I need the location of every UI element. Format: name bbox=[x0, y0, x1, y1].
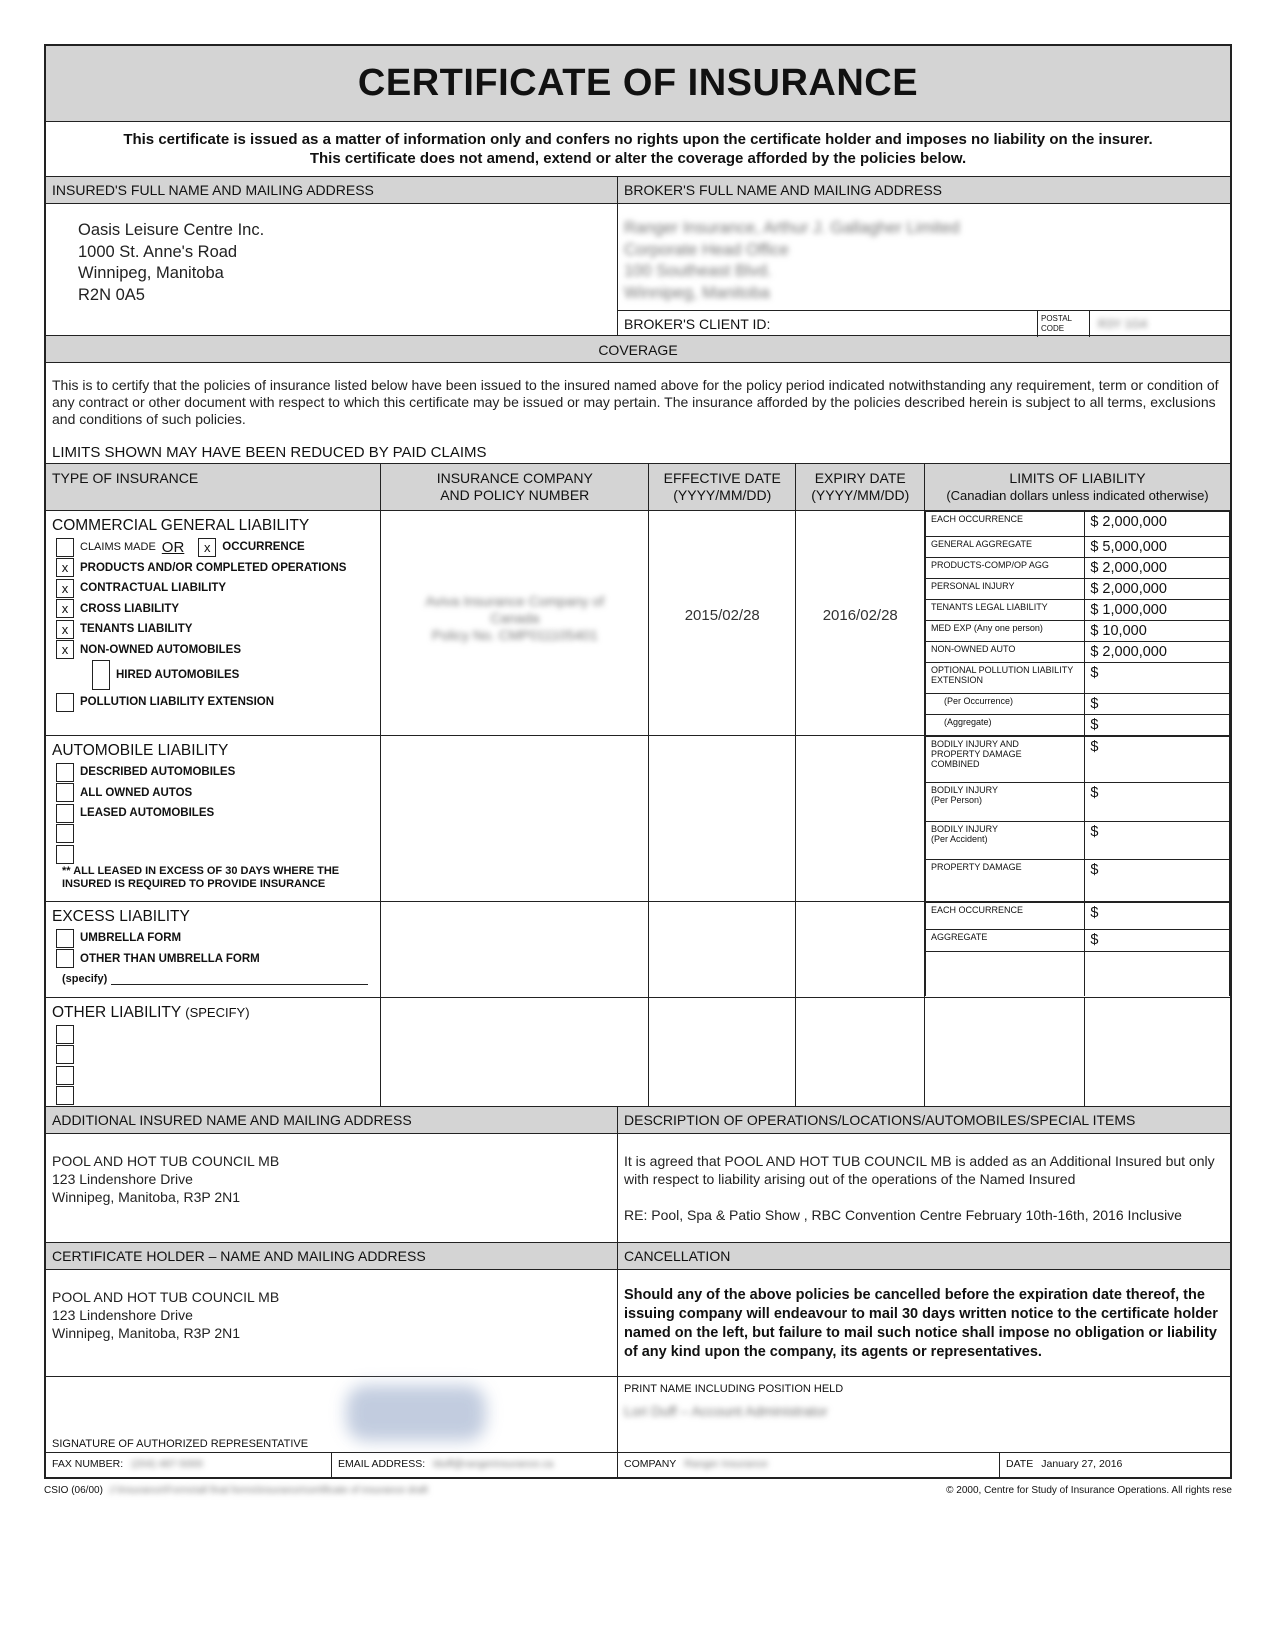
print-name-value: Lori Duff – Account Administrator bbox=[624, 1403, 828, 1419]
limit-row bbox=[925, 822, 1229, 860]
footer-form-code: CSIO (06/00) bbox=[44, 1485, 103, 1496]
holder-header: CERTIFICATE HOLDER – NAME AND MAILING ADDRESS bbox=[46, 1243, 617, 1270]
other-item-checkbox[interactable] bbox=[56, 1066, 74, 1085]
cgl-company-cell bbox=[381, 511, 649, 736]
disclaimer bbox=[46, 122, 1230, 177]
limit-value: $ bbox=[1085, 715, 1230, 736]
limit-label: PRODUCTS-COMP/OP AGG bbox=[925, 558, 1084, 579]
col-company-line-1: INSURANCE COMPANY bbox=[436, 470, 593, 486]
limit-row bbox=[925, 642, 1229, 663]
cgl-item bbox=[46, 640, 380, 661]
col-effective-header bbox=[649, 464, 796, 511]
broker-client-row bbox=[618, 310, 1230, 337]
col-limits-header bbox=[924, 464, 1230, 511]
hired-autos-label: HIRED AUTOMOBILES bbox=[116, 669, 240, 681]
other-effective-cell bbox=[649, 998, 796, 1107]
cgl-item-label: CONTRACTUAL LIABILITY bbox=[80, 582, 227, 595]
holder-address bbox=[46, 1270, 617, 1342]
limit-row bbox=[925, 903, 1229, 930]
col-limits-line-1: LIMITS OF LIABILITY bbox=[1009, 470, 1146, 486]
insured-address bbox=[46, 204, 617, 306]
broker-section bbox=[618, 177, 1230, 335]
excess-item-checkbox[interactable] bbox=[56, 949, 74, 968]
claims-made-checkbox[interactable] bbox=[56, 538, 74, 557]
hired-autos-line bbox=[46, 660, 380, 690]
limit-value: $ bbox=[1085, 663, 1230, 694]
cgl-company-line: Aviva Insurance Company of bbox=[425, 593, 605, 609]
cgl-item-label: PRODUCTS AND/OR COMPLETED OPERATIONS bbox=[80, 561, 347, 574]
col-expiry-line-1: EXPIRY DATE bbox=[814, 470, 906, 486]
limit-value: $ 1,000,000 bbox=[1085, 600, 1230, 621]
cancellation-section bbox=[618, 1243, 1230, 1376]
limit-label-line: (Per Person) bbox=[930, 795, 983, 805]
limit-value: $ 2,000,000 bbox=[1085, 642, 1230, 663]
cgl-company-line: Policy No. CMP011105401 bbox=[431, 627, 598, 643]
signature-row bbox=[46, 1376, 1230, 1452]
limit-label: EACH OCCURRENCE bbox=[925, 512, 1084, 537]
auto-item-label: ALL OWNED AUTOS bbox=[80, 786, 193, 799]
limit-value: $ bbox=[1085, 737, 1230, 783]
auto-title: AUTOMOBILE LIABILITY bbox=[52, 742, 229, 759]
broker-header: BROKER'S FULL NAME AND MAILING ADDRESS bbox=[618, 177, 1230, 204]
signature-label: SIGNATURE OF AUTHORIZED REPRESENTATIVE bbox=[52, 1438, 309, 1450]
postal-label-2: CODE bbox=[1041, 324, 1065, 333]
insured-line: Oasis Leisure Centre Inc. bbox=[78, 221, 265, 239]
excess-limits-table bbox=[925, 902, 1230, 996]
auto-company-cell bbox=[381, 736, 649, 902]
auto-item-checkbox[interactable] bbox=[56, 763, 74, 782]
excess-effective-cell bbox=[649, 902, 796, 998]
occurrence-label: OCCURRENCE bbox=[222, 541, 305, 554]
pollution-label: POLLUTION LIABILITY EXTENSION bbox=[80, 696, 275, 709]
insured-line: R2N 0A5 bbox=[78, 285, 145, 304]
limit-label bbox=[925, 783, 1084, 822]
auto-effective-cell bbox=[649, 736, 796, 902]
cgl-item-checkbox[interactable]: x bbox=[56, 620, 74, 639]
date-label: DATE bbox=[1006, 1458, 1034, 1470]
limit-value: $ bbox=[1085, 860, 1230, 901]
holder-line: Winnipeg, Manitoba, R3P 2N1 bbox=[52, 1325, 241, 1341]
insured-section bbox=[46, 177, 618, 335]
excess-item-label: OTHER THAN UMBRELLA FORM bbox=[80, 952, 260, 965]
limit-value: $ bbox=[1085, 930, 1230, 952]
print-name-section bbox=[618, 1377, 1230, 1452]
pollution-line bbox=[46, 692, 380, 713]
other-item bbox=[46, 1024, 380, 1045]
signature-image bbox=[346, 1385, 486, 1441]
cgl-item-label: CROSS LIABILITY bbox=[80, 602, 180, 615]
other-expiry-cell bbox=[796, 998, 925, 1107]
limit-value: $ 2,000,000 bbox=[1085, 512, 1230, 537]
description-section bbox=[618, 1107, 1230, 1242]
limit-value: $ bbox=[1085, 903, 1230, 930]
cgl-item-checkbox[interactable]: x bbox=[56, 640, 74, 659]
auto-item bbox=[46, 824, 380, 845]
cgl-limits-cell bbox=[924, 511, 1230, 736]
fax-section bbox=[46, 1453, 332, 1477]
auto-item-checkbox[interactable] bbox=[56, 804, 74, 823]
limit-label: EACH OCCURRENCE bbox=[925, 903, 1084, 930]
limit-value: $ 2,000,000 bbox=[1085, 558, 1230, 579]
limit-label bbox=[925, 952, 1084, 997]
limit-label: NON-OWNED AUTO bbox=[925, 642, 1084, 663]
fax-label: FAX NUMBER: bbox=[52, 1458, 124, 1470]
broker-line: Winnipeg, Manitoba bbox=[624, 283, 770, 302]
additional-insured-section bbox=[46, 1107, 618, 1242]
limit-row bbox=[925, 715, 1229, 736]
excess-specify-line bbox=[46, 969, 380, 985]
auto-item-label: LEASED AUTOMOBILES bbox=[80, 807, 215, 820]
limit-label-line: BODILY INJURY bbox=[930, 824, 999, 834]
coverage-header: COVERAGE bbox=[46, 335, 1230, 363]
additional-insured-address bbox=[46, 1134, 617, 1206]
broker-client-id-label: BROKER'S CLIENT ID: bbox=[618, 311, 1038, 337]
email-label: EMAIL ADDRESS: bbox=[338, 1458, 426, 1470]
col-company-header bbox=[381, 464, 649, 511]
limit-row bbox=[925, 860, 1229, 901]
broker-line: Corporate Head Office bbox=[624, 240, 789, 259]
auto-row bbox=[46, 736, 1230, 902]
additional-insured-line: Winnipeg, Manitoba, R3P 2N1 bbox=[52, 1189, 241, 1205]
description-text-2: RE: Pool, Spa & Patio Show , RBC Convention Centre February 10th-16th, 2016 Inclusive bbox=[624, 1207, 1182, 1223]
other-row bbox=[46, 998, 1230, 1107]
col-type-header: TYPE OF INSURANCE bbox=[46, 464, 381, 511]
other-specify: (SPECIFY) bbox=[185, 1005, 250, 1020]
insured-broker-row bbox=[46, 177, 1230, 335]
other-item bbox=[46, 1086, 380, 1107]
limit-row bbox=[925, 512, 1229, 537]
pollution-limit-line-2: EXTENSION bbox=[930, 675, 983, 685]
limit-label: MED EXP (Any one person) bbox=[925, 621, 1084, 642]
excess-specify-label: (specify) bbox=[62, 973, 108, 985]
other-item-checkbox[interactable] bbox=[56, 1045, 74, 1064]
other-type-cell bbox=[46, 998, 381, 1107]
cgl-item bbox=[46, 558, 380, 579]
disclaimer-line-2: This certificate does not amend, extend or alter the coverage afforded by the policies below. bbox=[309, 150, 967, 167]
certificate-frame bbox=[44, 44, 1232, 1479]
col-expiry-line-2: (YYYY/MM/DD) bbox=[811, 487, 910, 503]
excess-item bbox=[46, 949, 380, 970]
auto-type-cell bbox=[46, 736, 381, 902]
additional-insured-header: ADDITIONAL INSURED NAME AND MAILING ADDRESS bbox=[46, 1107, 617, 1134]
limit-row bbox=[925, 694, 1229, 715]
col-expiry-header bbox=[796, 464, 925, 511]
holder-cancellation-row bbox=[46, 1242, 1230, 1376]
limit-label-line: BODILY INJURY AND bbox=[930, 739, 1019, 749]
page-title: CERTIFICATE OF INSURANCE bbox=[46, 46, 1230, 122]
cgl-row bbox=[46, 511, 1230, 736]
broker-address bbox=[618, 204, 1230, 310]
cgl-effective-date: 2015/02/28 bbox=[684, 607, 760, 624]
pollution-limit-line-1: OPTIONAL POLLUTION LIABILITY bbox=[930, 665, 1074, 675]
cgl-item-label: TENANTS LIABILITY bbox=[80, 623, 193, 636]
limit-row bbox=[925, 783, 1229, 822]
auto-item-label: DESCRIBED AUTOMOBILES bbox=[80, 766, 236, 779]
footer-file-path: J:\Insurance\Forms\all final forms\insurance\certificate of insurance draft bbox=[108, 1485, 428, 1496]
cgl-item-checkbox[interactable]: x bbox=[56, 599, 74, 618]
email-section bbox=[332, 1453, 618, 1477]
holder-line: 123 Lindenshore Drive bbox=[52, 1307, 193, 1323]
excess-type-cell bbox=[46, 902, 381, 998]
cgl-item-checkbox[interactable]: x bbox=[56, 579, 74, 598]
auto-item bbox=[46, 762, 380, 783]
date-section bbox=[1000, 1453, 1230, 1477]
description-header: DESCRIPTION OF OPERATIONS/LOCATIONS/AUTOMOBILES/SPECIAL ITEMS bbox=[618, 1107, 1230, 1134]
limit-row bbox=[925, 952, 1229, 997]
limit-row bbox=[925, 737, 1229, 783]
description-text-1: It is agreed that POOL AND HOT TUB COUNCIL MB is added as an Additional Insured but only with respect to liability arising out of the operations of the Named Insured bbox=[624, 1153, 1215, 1187]
limit-label: (Per Occurrence) bbox=[925, 694, 1084, 715]
other-company-cell bbox=[381, 998, 649, 1107]
excess-item bbox=[46, 928, 380, 949]
limit-label: (Aggregate) bbox=[925, 715, 1084, 736]
limit-label bbox=[925, 737, 1084, 783]
cgl-company-line: Canada bbox=[490, 610, 540, 626]
limit-value: $ 10,000 bbox=[1085, 621, 1230, 642]
excess-limits-cell bbox=[924, 902, 1230, 998]
holder-line: POOL AND HOT TUB COUNCIL MB bbox=[52, 1289, 280, 1305]
auto-item-checkbox[interactable] bbox=[56, 824, 74, 843]
excess-row bbox=[46, 902, 1230, 998]
cancellation-header: CANCELLATION bbox=[618, 1243, 1230, 1270]
limit-label-line: PROPERTY DAMAGE bbox=[930, 749, 1022, 759]
or-label: OR bbox=[161, 538, 185, 556]
cgl-item bbox=[46, 619, 380, 640]
cgl-title: COMMERCIAL GENERAL LIABILITY bbox=[52, 517, 310, 534]
broker-line: 100 Southeast Blvd. bbox=[624, 262, 772, 280]
limit-label-line: BODILY INJURY bbox=[930, 785, 999, 795]
excess-expiry-cell bbox=[796, 902, 925, 998]
occurrence-checkbox[interactable]: x bbox=[198, 538, 216, 557]
auto-expiry-cell bbox=[796, 736, 925, 902]
limit-label-line: COMBINED bbox=[930, 759, 980, 769]
limits-note: LIMITS SHOWN MAY HAVE BEEN REDUCED BY PAID CLAIMS bbox=[52, 444, 487, 461]
cgl-expiry-cell bbox=[796, 511, 925, 736]
date-value: January 27, 2016 bbox=[1041, 1458, 1123, 1470]
auto-item-checkbox[interactable] bbox=[56, 783, 74, 802]
limit-label: PERSONAL INJURY bbox=[925, 579, 1084, 600]
col-effective-line-2: (YYYY/MM/DD) bbox=[673, 487, 772, 503]
other-limit-label-cell bbox=[924, 998, 1084, 1107]
insured-line: Winnipeg, Manitoba bbox=[78, 264, 224, 282]
limit-value bbox=[1085, 952, 1230, 997]
auto-item bbox=[46, 803, 380, 824]
other-item bbox=[46, 1045, 380, 1066]
pollution-limit-label bbox=[925, 663, 1084, 694]
postal-label-1: POSTAL bbox=[1041, 314, 1072, 323]
description-body bbox=[618, 1134, 1230, 1224]
auto-note: ** ALL LEASED IN EXCESS OF 30 DAYS WHERE THE INSURED IS REQUIRED TO PROVIDE INSURANCE bbox=[62, 864, 340, 890]
other-title bbox=[46, 998, 380, 1024]
claims-occurrence-line bbox=[46, 537, 380, 558]
company-value: Ranger Insurance bbox=[684, 1458, 768, 1470]
postal-code-value: R3Y 1G4 bbox=[1098, 317, 1148, 331]
postal-code-label bbox=[1038, 311, 1090, 337]
limit-row bbox=[925, 579, 1229, 600]
additional-insured-line: 123 Lindenshore Drive bbox=[52, 1171, 193, 1187]
insured-header: INSURED'S FULL NAME AND MAILING ADDRESS bbox=[46, 177, 617, 204]
cgl-type-cell bbox=[46, 511, 381, 736]
other-title-text: OTHER LIABILITY bbox=[52, 1004, 181, 1021]
other-limit-value-cell bbox=[1085, 998, 1230, 1107]
coverage-header-row bbox=[46, 464, 1230, 511]
limit-label-line: (Per Accident) bbox=[930, 834, 988, 844]
limit-value: $ 2,000,000 bbox=[1085, 579, 1230, 600]
signature-section bbox=[46, 1377, 618, 1452]
auto-item bbox=[46, 844, 380, 865]
broker-line: Ranger Insurance, Arthur J. Gallagher Limited bbox=[624, 219, 960, 237]
footer-copyright: © 2000, Centre for Study of Insurance Operations. All rights rese bbox=[946, 1485, 1232, 1496]
holder-section bbox=[46, 1243, 618, 1376]
auto-limits-table bbox=[925, 736, 1230, 901]
cgl-expiry-date: 2016/02/28 bbox=[822, 607, 898, 624]
auto-item-checkbox[interactable] bbox=[56, 845, 74, 864]
limit-label bbox=[925, 822, 1084, 860]
excess-title: EXCESS LIABILITY bbox=[52, 908, 190, 925]
claims-made-label: CLAIMS MADE bbox=[80, 541, 156, 554]
additional-insured-line: POOL AND HOT TUB COUNCIL MB bbox=[52, 1153, 280, 1169]
limit-row bbox=[925, 663, 1229, 694]
limit-value: $ bbox=[1085, 822, 1230, 860]
limit-row bbox=[925, 600, 1229, 621]
print-name-label: PRINT NAME INCLUDING POSITION HELD bbox=[624, 1383, 844, 1395]
limit-value: $ bbox=[1085, 694, 1230, 715]
limit-label: PROPERTY DAMAGE bbox=[925, 860, 1084, 901]
other-item-checkbox[interactable] bbox=[56, 1086, 74, 1105]
disclaimer-line-1: This certificate is issued as a matter of information only and confers no rights upon the certificate holder and imposes no liability on the insurer. bbox=[123, 131, 1153, 148]
cgl-company-text bbox=[381, 511, 648, 644]
other-item bbox=[46, 1065, 380, 1086]
contact-row bbox=[46, 1452, 1230, 1477]
cgl-item bbox=[46, 578, 380, 599]
limit-value: $ 5,000,000 bbox=[1085, 537, 1230, 558]
cancellation-text: Should any of the above policies be cancelled before the expiration date thereof, the issuing company will endeavour to mail 30 days written notice to the certificate holder named on the left, but failure to mail such notice shall impose no obligation or liability of any kind upon the company, its agents or representatives. bbox=[624, 1287, 1218, 1360]
limit-label: GENERAL AGGREGATE bbox=[925, 537, 1084, 558]
limit-row bbox=[925, 930, 1229, 952]
cgl-item-checkbox[interactable]: x bbox=[56, 558, 74, 577]
limit-value: $ bbox=[1085, 783, 1230, 822]
excess-company-cell bbox=[381, 902, 649, 998]
insured-line: 1000 St. Anne's Road bbox=[78, 242, 238, 261]
cgl-item bbox=[46, 599, 380, 620]
fax-value: (204) 487-5000 bbox=[131, 1458, 203, 1470]
hired-autos-checkbox[interactable] bbox=[92, 660, 110, 690]
footer-left bbox=[44, 1485, 428, 1496]
excess-item-label: UMBRELLA FORM bbox=[80, 932, 182, 945]
limit-label: AGGREGATE bbox=[925, 930, 1084, 952]
limit-label: TENANTS LEGAL LIABILITY bbox=[925, 600, 1084, 621]
coverage-table bbox=[46, 463, 1230, 1106]
email-value: lduff@rangerinsurance.ca bbox=[433, 1458, 554, 1470]
additional-description-row bbox=[46, 1106, 1230, 1242]
col-effective-line-1: EFFECTIVE DATE bbox=[663, 470, 781, 486]
cgl-item-label: NON-OWNED AUTOMOBILES bbox=[80, 643, 241, 656]
certify-text: This is to certify that the policies of insurance listed below have been issued to the insured named above for the policy period indicated notwithstanding any requirement, term or condition of any contract or other document with respect to which this certificate may be issued or may pertain. The insurance afforded by the policies described herein is subject to all terms, exclusions and conditions of such policies. bbox=[52, 377, 1219, 427]
pollution-checkbox[interactable] bbox=[56, 693, 74, 712]
company-label: COMPANY bbox=[624, 1458, 677, 1470]
col-limits-line-2: (Canadian dollars unless indicated otherwise) bbox=[946, 488, 1209, 503]
auto-item bbox=[46, 783, 380, 804]
limit-row bbox=[925, 621, 1229, 642]
excess-specify-input[interactable] bbox=[111, 973, 368, 985]
limit-row bbox=[925, 558, 1229, 579]
page-footer bbox=[44, 1485, 1232, 1496]
auto-limits-cell bbox=[924, 736, 1230, 902]
col-company-line-2: AND POLICY NUMBER bbox=[440, 487, 590, 503]
company-section bbox=[618, 1453, 1000, 1477]
limit-row bbox=[925, 537, 1229, 558]
excess-item-checkbox[interactable] bbox=[56, 929, 74, 948]
cgl-effective-cell bbox=[649, 511, 796, 736]
certificate-page bbox=[44, 44, 1232, 1496]
cgl-limits-table bbox=[925, 511, 1230, 735]
other-item-checkbox[interactable] bbox=[56, 1025, 74, 1044]
